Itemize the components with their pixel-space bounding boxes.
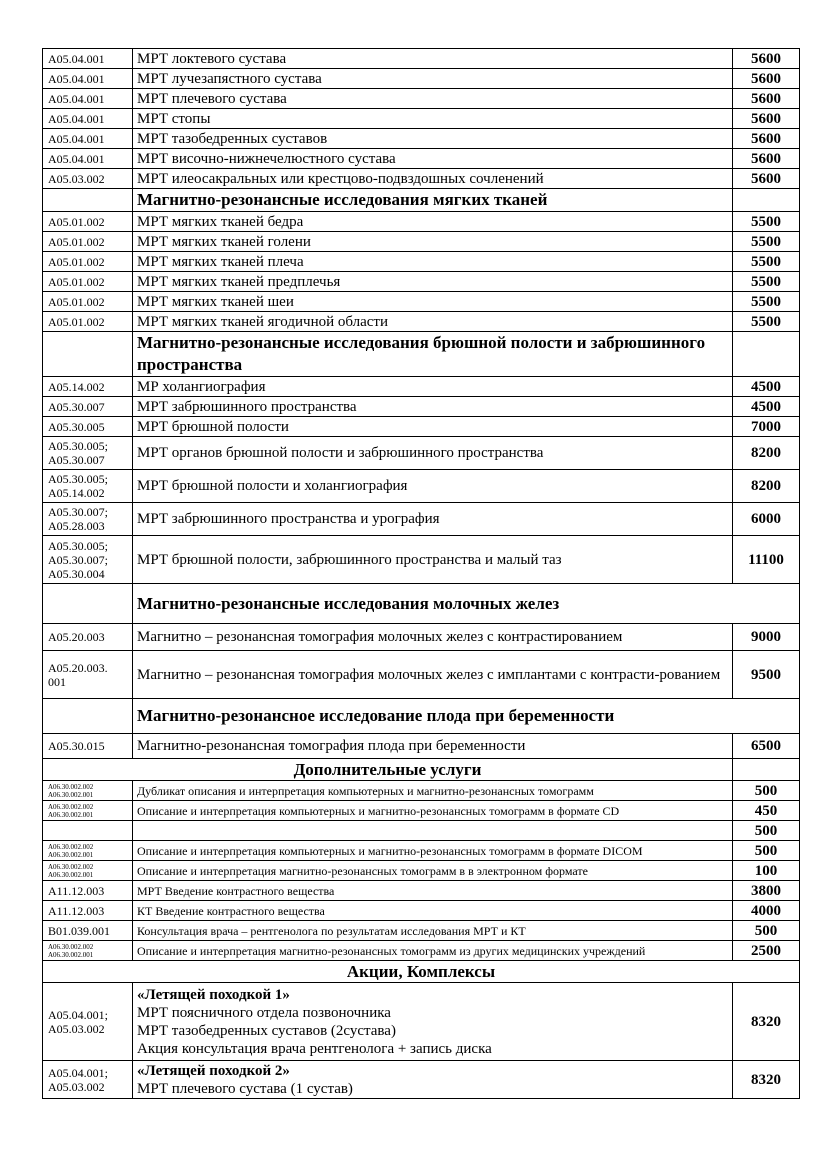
service-code: A06.30.002.002 A06.30.002.001 [43, 841, 133, 861]
service-price: 5500 [733, 232, 800, 252]
service-name: МРТ брюшной полости, забрюшинного пространства и малый таз [133, 536, 733, 584]
service-name: МРТ стопы [133, 109, 733, 129]
table-row [43, 232, 800, 252]
service-name: МРТ Введение контрастного вещества [133, 881, 733, 901]
promo-line: МРТ тазобедренных суставов (2сустава) [137, 1022, 396, 1039]
service-code: A05.04.001; A05.03.002 [43, 983, 133, 1061]
service-code: A06.30.002.002 A06.30.002.001 [43, 781, 133, 801]
section-title: Акции, Комплексы [43, 961, 800, 983]
service-code: A05.04.001 [43, 49, 133, 69]
table-row [43, 212, 800, 232]
service-name: Описание и интерпретация компьютерных и магнитно-резонансных томограмм в формате DICOM [133, 841, 733, 861]
promo-line: Акция консультация врача рентгенолога + запись диска [137, 1040, 492, 1057]
service-price: 8200 [733, 437, 800, 470]
service-code: A05.30.005; A05.30.007 [43, 437, 133, 470]
service-code: A05.30.015 [43, 734, 133, 759]
table-row [43, 734, 800, 759]
promo-line: МРТ поясничного отдела позвоночника [137, 1004, 391, 1021]
service-name: Описание и интерпретация компьютерных и магнитно-резонансных томограмм в формате CD [133, 801, 733, 821]
table-row [43, 397, 800, 417]
service-price: 100 [733, 861, 800, 881]
service-name: МРТ височно-нижнечелюстного сустава [133, 149, 733, 169]
service-name: МРТ мягких тканей предплечья [133, 272, 733, 292]
table-row [43, 841, 800, 861]
service-name: МРТ локтевого сустава [133, 49, 733, 69]
service-code: A06.30.002.002 A06.30.002.001 [43, 941, 133, 961]
table-row [43, 252, 800, 272]
service-code: A05.01.002 [43, 272, 133, 292]
service-code: A05.01.002 [43, 212, 133, 232]
service-name: Описание и интерпретация магнитно-резонансных томограмм в в электронном формате [133, 861, 733, 881]
table-row [43, 921, 800, 941]
table-row [43, 470, 800, 503]
table-row [43, 169, 800, 189]
service-price: 11100 [733, 536, 800, 584]
table-row [43, 312, 800, 332]
table-row [43, 624, 800, 651]
service-name: Консультация врача – рентгенолога по результатам исследования МРТ и КТ [133, 921, 733, 941]
section-header-row [43, 189, 800, 212]
promo-line: МРТ плечевого сустава (1 сустав) [137, 1080, 353, 1097]
service-price: 5500 [733, 252, 800, 272]
promo-description [133, 1061, 733, 1099]
service-name: МР холангиография [133, 377, 733, 397]
service-name: МРТ илеосакральных или крестцово-подвздошных сочленений [133, 169, 733, 189]
service-price: 8320 [733, 1061, 800, 1099]
service-price: 5600 [733, 149, 800, 169]
table-row [43, 272, 800, 292]
service-code: A05.03.002 [43, 169, 133, 189]
service-name: Магнитно-резонансная томография плода при беременности [133, 734, 733, 759]
service-code: A05.14.002 [43, 377, 133, 397]
service-name: МРТ плечевого сустава [133, 89, 733, 109]
service-price: 2500 [733, 941, 800, 961]
service-price: 8200 [733, 470, 800, 503]
table-row [43, 861, 800, 881]
service-code: A05.30.007; A05.28.003 [43, 503, 133, 536]
service-name: Дубликат описания и интерпретация компьютерных и магнитно-резонансных томограмм [133, 781, 733, 801]
section-title: Дополнительные услуги [43, 759, 733, 781]
service-code: A05.04.001 [43, 129, 133, 149]
table-row [43, 89, 800, 109]
section-title: Магнитно-резонансное исследование плода при беременности [133, 699, 800, 734]
service-price: 5600 [733, 109, 800, 129]
service-code: A05.01.002 [43, 292, 133, 312]
service-price: 5600 [733, 169, 800, 189]
section-title: Магнитно-резонансные исследования брюшной полости и забрюшинного пространства [133, 332, 733, 377]
table-row [43, 437, 800, 470]
service-code: A06.30.002.002 A06.30.002.001 [43, 861, 133, 881]
table-row [43, 69, 800, 89]
service-name: МРТ мягких тканей плеча [133, 252, 733, 272]
service-name: МРТ мягких тканей голени [133, 232, 733, 252]
service-code: A05.04.001 [43, 149, 133, 169]
service-name: МРТ органов брюшной полости и забрюшинного пространства [133, 437, 733, 470]
table-row [43, 129, 800, 149]
service-code: A06.30.002.002 A06.30.002.001 [43, 801, 133, 821]
service-name: КТ Введение контрастного вещества [133, 901, 733, 921]
service-code: A05.30.005 [43, 417, 133, 437]
table-row [43, 901, 800, 921]
service-code: A05.20.003 [43, 624, 133, 651]
service-price: 4000 [733, 901, 800, 921]
service-code: A05.30.005; A05.14.002 [43, 470, 133, 503]
service-price: 6500 [733, 734, 800, 759]
service-price: 500 [733, 841, 800, 861]
table-row [43, 781, 800, 801]
service-price: 6000 [733, 503, 800, 536]
service-code [43, 821, 133, 841]
table-row [43, 49, 800, 69]
service-name: МРТ брюшной полости [133, 417, 733, 437]
service-price: 450 [733, 801, 800, 821]
service-code: A05.04.001 [43, 69, 133, 89]
promo-title: «Летящей походкой 1» [137, 986, 290, 1003]
service-code: A11.12.003 [43, 881, 133, 901]
promo-row [43, 983, 800, 1061]
promo-description [133, 983, 733, 1061]
service-price: 3800 [733, 881, 800, 901]
section-header-row [43, 961, 800, 983]
service-code: A05.20.003. 001 [43, 651, 133, 699]
service-code: A11.12.003 [43, 901, 133, 921]
service-name: МРТ лучезапястного сустава [133, 69, 733, 89]
service-price: 5500 [733, 272, 800, 292]
service-price: 5500 [733, 212, 800, 232]
service-name: МРТ брюшной полости и холангиография [133, 470, 733, 503]
service-price: 9500 [733, 651, 800, 699]
service-code: B01.039.001 [43, 921, 133, 941]
service-price: 4500 [733, 397, 800, 417]
service-price: 5500 [733, 292, 800, 312]
table-row [43, 801, 800, 821]
service-code: A05.04.001 [43, 89, 133, 109]
service-price: 9000 [733, 624, 800, 651]
section-header-row [43, 699, 800, 734]
table-row [43, 651, 800, 699]
service-price: 8320 [733, 983, 800, 1061]
service-name [133, 821, 733, 841]
table-row [43, 503, 800, 536]
service-price: 5600 [733, 129, 800, 149]
service-code: A05.01.002 [43, 252, 133, 272]
promo-title: «Летящей походкой 2» [137, 1062, 290, 1079]
service-name: МРТ мягких тканей бедра [133, 212, 733, 232]
table-row [43, 292, 800, 312]
service-price: 500 [733, 921, 800, 941]
price-table [42, 48, 800, 1099]
service-price: 500 [733, 821, 800, 841]
table-row [43, 941, 800, 961]
promo-row [43, 1061, 800, 1099]
service-name: МРТ мягких тканей ягодичной области [133, 312, 733, 332]
service-code: A05.30.005; A05.30.007; A05.30.004 [43, 536, 133, 584]
service-name: Магнитно – резонансная томография молочных желез с контрастированием [133, 624, 733, 651]
service-code: A05.01.002 [43, 232, 133, 252]
section-header-row [43, 332, 800, 377]
service-price: 5600 [733, 89, 800, 109]
table-row [43, 821, 800, 841]
service-code: A05.04.001; A05.03.002 [43, 1061, 133, 1099]
table-row [43, 109, 800, 129]
section-header-row [43, 584, 800, 624]
table-row [43, 149, 800, 169]
section-title: Магнитно-резонансные исследования мягких тканей [133, 189, 733, 212]
section-title: Магнитно-резонансные исследования молочных желез [133, 584, 800, 624]
service-name: МРТ мягких тканей шеи [133, 292, 733, 312]
service-price: 500 [733, 781, 800, 801]
table-row [43, 881, 800, 901]
price-list-document [42, 48, 799, 1099]
service-name: МРТ забрюшинного пространства [133, 397, 733, 417]
section-header-row [43, 759, 800, 781]
service-price: 5600 [733, 69, 800, 89]
service-name: МРТ забрюшинного пространства и урография [133, 503, 733, 536]
service-price: 7000 [733, 417, 800, 437]
service-name: Описание и интерпретация магнитно-резонансных томограмм из других медицинских учреждений [133, 941, 733, 961]
service-code: A05.30.007 [43, 397, 133, 417]
service-code: A05.04.001 [43, 109, 133, 129]
table-row [43, 417, 800, 437]
service-name: МРТ тазобедренных суставов [133, 129, 733, 149]
service-price: 4500 [733, 377, 800, 397]
service-price: 5500 [733, 312, 800, 332]
table-row [43, 377, 800, 397]
table-row [43, 536, 800, 584]
service-name: Магнитно – резонансная томография молочных желез с имплантами с контрасти-рованием [133, 651, 733, 699]
service-code: A05.01.002 [43, 312, 133, 332]
service-price: 5600 [733, 49, 800, 69]
